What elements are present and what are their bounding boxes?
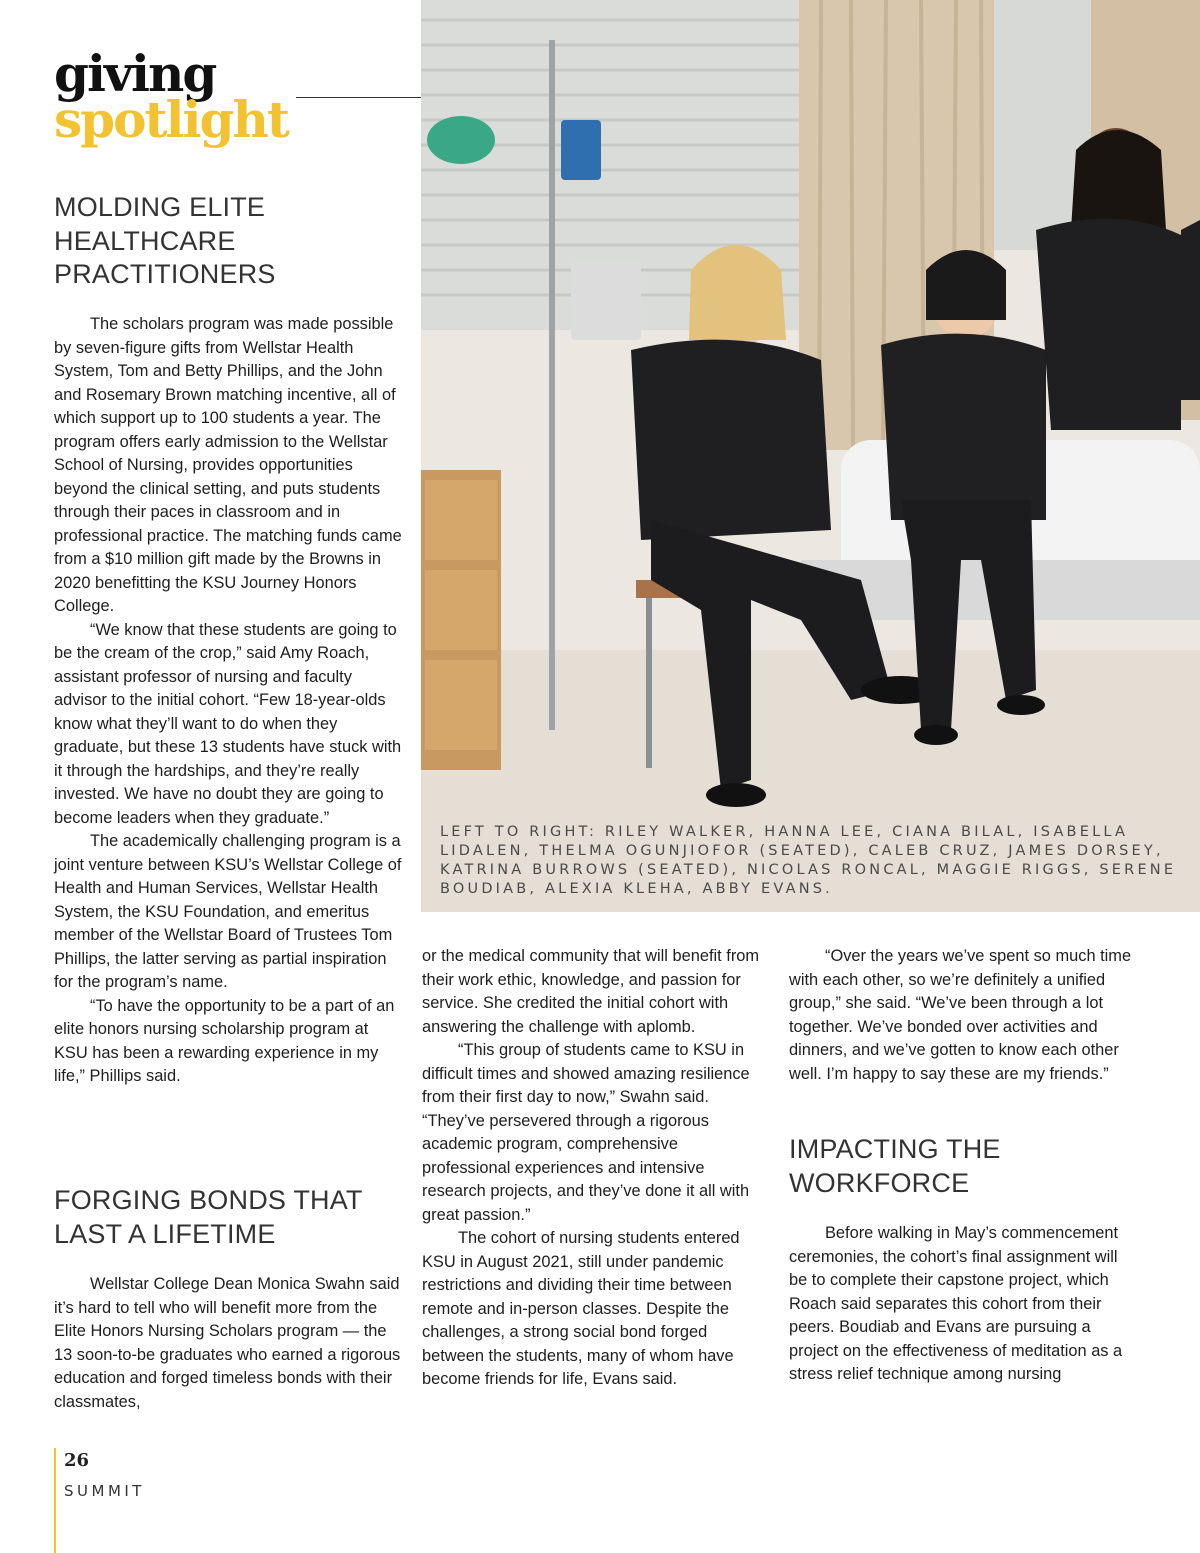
masthead xyxy=(54,44,288,149)
paragraph: The academically challenging program is a joint venture between KSU’s Wellstar College of Health and Human Services, Wellstar Health System, the KSU Foundation, and emeritus member of the Wellstar Board of Trustees Tom Phillips, the latter serving as partial inspiration for the program’s name. xyxy=(54,832,402,991)
section-heading-forging: FORGING BONDS THAT LAST A LIFETIME xyxy=(54,1185,363,1249)
paragraph: “Over the years we’ve spent so much time with each other, so we’re definitely a unified group,” she said. “We’ve been through a lot together. We’ve bonded over activities and dinners, and we’ve gotten to know each other well. I’m happy to say these are my friends.” xyxy=(789,947,1132,1083)
paragraph: “To have the opportunity to be a part of an elite honors nursing scholarship program at KSU has been a rewarding experience in my life,” Phillips said. xyxy=(54,996,395,1085)
masthead-rule xyxy=(296,97,422,98)
folio-rule xyxy=(54,1448,56,1553)
masthead-spotlight: spotlight xyxy=(54,90,288,149)
page-number: 26 xyxy=(64,1450,90,1471)
section-heading-molding: MOLDING ELITE HEALTHCARE PRACTITIONERS xyxy=(54,192,276,289)
section2-body-col1 xyxy=(54,1273,404,1414)
section-heading-impacting: IMPACTING THE WORKFORCE xyxy=(789,1134,1001,1198)
section1-body xyxy=(54,313,404,1089)
paragraph: or the medical community that will benefit from their work ethic, knowledge, and passion for service. She credited the initial cohort with answering the challenge with aplomb. xyxy=(422,947,760,1036)
paragraph: “We know that these students are going to be the cream of the crop,” said Amy Roach, assistant professor of nursing and faculty advisor to the initial cohort. “Few 18-year-olds know what they’ll want to do when they graduate, but these 13 students have stuck with it through the hardships, and they’re really invested. We have no doubt they are going to become leaders when they graduate.” xyxy=(54,620,402,827)
cohort-photo xyxy=(421,0,1200,912)
masthead-giving: giving xyxy=(54,44,216,103)
paragraph: “This group of students came to KSU in difficult times and showed amazing resilience from their first day to now,” Swahn said. “They’ve persevered through a rigorous academic program, comprehensive professional experiences and intensive research projects, and they’ve done it all with great passion.” xyxy=(422,1041,750,1224)
section2-body-col2 xyxy=(422,945,768,1392)
photo-illustration xyxy=(421,0,1200,912)
section2-body-col3 xyxy=(789,945,1139,1086)
paragraph: The scholars program was made possible by seven-figure gifts from Wellstar Health System, Tom and Betty Phillips, and the John and Rosemary Brown matching incentive, all of which support up to 100 students a year. The program offers early admission to the Wellstar School of Nursing, provides opportunities beyond the clinical setting, and puts students through their paces in classroom and in professional practice. The matching funds came from a $10 million gift made by the Browns in 2020 benefitting the KSU Journey Honors College. xyxy=(54,315,402,615)
paragraph: Wellstar College Dean Monica Swahn said it’s hard to tell who will benefit more from the Elite Honors Nursing Scholars program — the 13 soon-to-be graduates who earned a rigorous education and forged timeless bonds with their classmates, xyxy=(54,1275,401,1411)
paragraph: Before walking in May’s commencement ceremonies, the cohort’s final assignment will be to complete their capstone project, which Roach said separates this cohort from their peers. Boudiab and Evans are pursuing a project on the effectiveness of meditation as a stress relief technique among nursing xyxy=(789,1224,1123,1383)
paragraph: The cohort of nursing students entered KSU in August 2021, still under pandemic restrictions and dividing their time between remote and in-person classes. Despite the challenges, a strong social bond forged between the students, many of whom have become friends for life, Evans said. xyxy=(422,1229,740,1388)
photo-caption: LEFT TO RIGHT: RILEY WALKER, HANNA LEE, CIANA BILAL, ISABELLA LIDALEN, THELMA OGUNJIOFOR (SEATED), CALEB CRUZ, JAMES DORSEY, KATRINA BURROWS (SEATED), NICOLAS RONCAL, MAGGIE RIGGS, SERENE BOUDIAB, ALEXIA KLEHA, ABBY EVANS. xyxy=(440,824,1177,897)
publication-name: SUMMIT xyxy=(64,1482,145,1500)
section3-body xyxy=(789,1222,1139,1387)
